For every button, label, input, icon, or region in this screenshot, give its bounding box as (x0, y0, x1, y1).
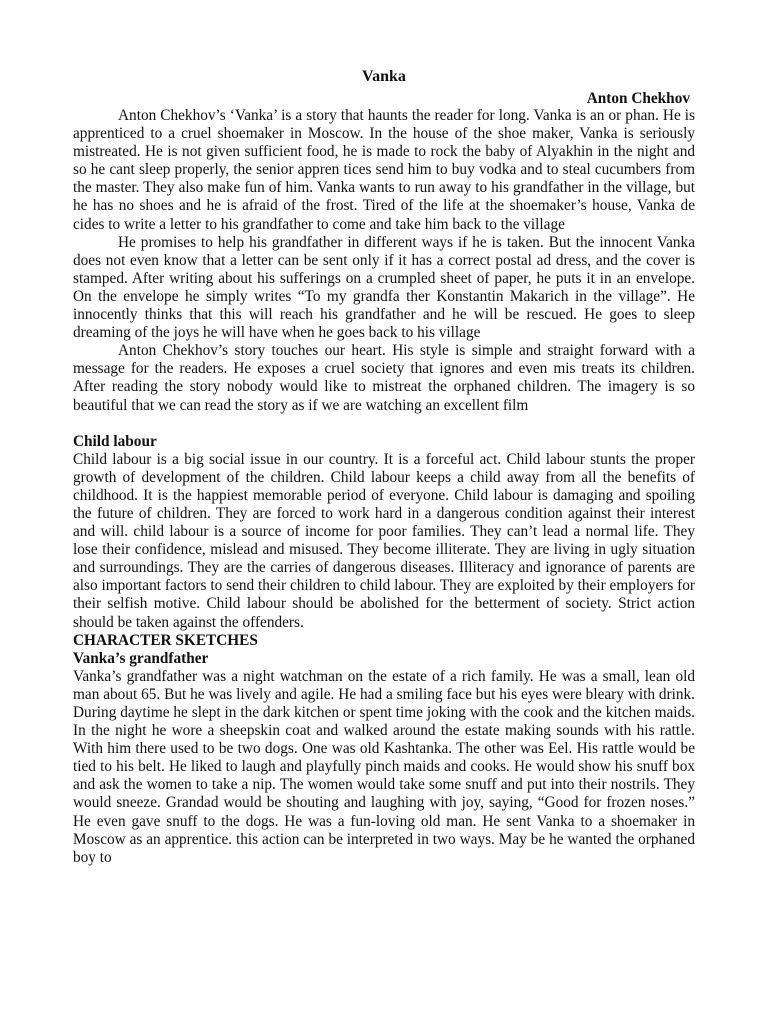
section-spacer (73, 415, 695, 433)
child-labour-heading: Child labour (73, 432, 157, 450)
vanka-paragraph-2: He promises to help his grandfather in different ways if he is taken. But the innocent Vanka does not even know that a letter can be sent only if it has a correct postal ad dress, and the cover is stamped. After writing about his sufferings on a crumpled sheet of paper, he puts it in an envelope. On the envelope he simply writes “To my grandfa ther Konstantin Makarich in the village”. He innocently thinks that this will reach his grandfather and he will be rescued. He goes to sleep dreaming of the joys he will have when he goes back to his village (73, 233, 695, 342)
grandfather-subheading: Vanka’s grandfather (73, 649, 209, 667)
child-labour-paragraph: Child labour is a big social issue in our country. It is a forceful act. Child labour stunts the proper growth of development of the children. Child labour keeps a child away from all the benefits of childhood. It is the happiest memorable period of everyone. Child labour is damaging and spoiling the future of children. They are forced to work hard in a dangerous condition against their interest and will. child labour is a source of income for poor families. They can’t lead a normal life. They lose their confidence, mislead and misused. They become illiterate. They are living in ugly situation and surroundings. They are the carries of dangerous diseases. Illiteracy and ignorance of parents are also important factors to send their children to child labour. They are exploited by their employers for their selfish motive. Child labour should be abolished for the betterment of society. Strict action should be taken against the offenders. (73, 450, 695, 631)
document-page (73, 66, 695, 867)
document-title: Vanka (362, 68, 406, 85)
character-sketches-heading: CHARACTER SKETCHES (73, 631, 258, 649)
author-name: Anton Chekhov (586, 90, 690, 107)
vanka-paragraph-3: Anton Chekhov’s story touches our heart. His style is simple and straight forward with a message for the readers. He exposes a cruel society that ignores and even mis treats its children. After reading the story nobody would like to mistreat the orphaned children. The imagery is so beautiful that we can read the story as if we are watching an excellent film (73, 342, 695, 414)
grandfather-paragraph: Vanka’s grandfather was a night watchman on the estate of a rich family. He was a small, lean old man about 65. But he was lively and agile. He had a smiling face but his eyes were bleary with drink. During daytime he slept in the dark kitchen or spent time joking with the cook and the kitchen maids. In the night he wore a sheepskin coat and walked around the estate making sounds with his rattle. With him there used to be two dogs. One was old Kashtanka. The other was Eel. His rattle would be tied to his belt. He liked to laugh and playfully pinch maids and cooks. He would show his snuff box and ask the women to take a nip. The women would take some snuff and put into their nostrils. They would sneeze. Grandad would be shouting and laughing with joy, saying, “Good for frozen noses.” He even gave snuff to the dogs. He was a fun-loving old man. He sent Vanka to a shoemaker in Moscow as an apprentice. this action can be interpreted in two ways. May be he wanted the orphaned boy to (73, 667, 695, 866)
vanka-paragraph-1: Anton Chekhov’s ‘Vanka’ is a story that haunts the reader for long. Vanka is an or phan. He is apprenticed to a cruel shoemaker in Moscow. In the house of the shoe maker, Vanka is seriously mistreated. He is not given sufficient food, he is made to rock the baby of Alyakhin in the night and so he cant sleep properly, the senior appren tices send him to buy vodka and to steal cucumbers from the master. They also make fun of him. Vanka wants to run away to his grandfather in the village, but he has no shoes and he is afraid of the frost. Tired of the life at the shoemaker’s house, Vanka de cides to write a letter to his grandfather to come and take him back to the village (73, 107, 695, 233)
